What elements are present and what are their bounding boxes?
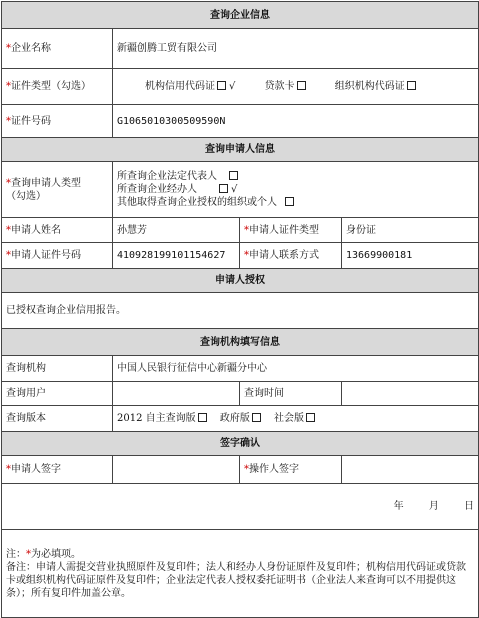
checkbox-icon[interactable]	[297, 81, 306, 90]
signature-date	[2, 484, 479, 530]
date-month: 月	[428, 501, 439, 512]
version-option-self[interactable]: 2012 自主查询版	[117, 413, 207, 424]
cert-type-options	[113, 69, 479, 105]
applicant-id-number-value[interactable]: 410928199101154627	[113, 243, 240, 269]
cert-number-value[interactable]: G1065010300509590N	[113, 105, 479, 138]
cert-option-org-code[interactable]: 组织机构代码证	[335, 81, 416, 92]
cert-type-label: *证件类型（勾选）	[2, 69, 113, 105]
date-day: 日	[464, 501, 474, 512]
query-user-label: 查询用户	[2, 382, 113, 406]
company-name-label: *企业名称	[2, 29, 113, 69]
cert-option-credit-code[interactable]: 机构信用代码证 √	[145, 81, 236, 92]
applicant-phone-value[interactable]: 13669900181	[342, 243, 479, 269]
query-org-value[interactable]: 中国人民银行征信中心新疆分中心	[113, 356, 479, 382]
date-year: 年	[393, 501, 404, 512]
applicant-name-value[interactable]: 孙慧芳	[113, 218, 240, 243]
credit-query-form	[1, 1, 479, 618]
section-authorization-header: 申请人授权	[2, 269, 479, 293]
applicant-signature-field[interactable]	[113, 456, 240, 484]
applicant-signature-label: *申请人签字	[2, 456, 113, 484]
section-applicant-header: 查询申请人信息	[2, 138, 479, 162]
query-version-label: 查询版本	[2, 406, 113, 432]
authorization-text: 已授权查询企业信用报告。	[2, 293, 479, 329]
applicant-id-number-label: *申请人证件号码	[2, 243, 113, 269]
cert-option-loan-card[interactable]: 贷款卡	[265, 81, 306, 92]
query-version-options	[113, 406, 479, 432]
applicant-option-agent[interactable]: 所查询企业经办人 √	[117, 184, 238, 195]
query-time-value[interactable]	[342, 382, 479, 406]
query-user-value[interactable]	[113, 382, 240, 406]
company-name-value[interactable]: 新疆创腾工贸有限公司	[113, 29, 479, 69]
section-company-header: 查询企业信息	[2, 2, 479, 29]
operator-signature-label: *操作人签字	[240, 456, 342, 484]
section-agency-header: 查询机构填写信息	[2, 329, 479, 356]
checkbox-icon[interactable]	[198, 413, 207, 422]
applicant-type-label: *查询申请人类型 （勾选）	[2, 162, 113, 218]
notes-required: 注：*为必填项。	[6, 548, 81, 560]
query-time-label: 查询时间	[240, 382, 342, 406]
applicant-phone-label: *申请人联系方式	[240, 243, 342, 269]
checkbox-icon[interactable]	[407, 81, 416, 90]
cert-number-label: *证件号码	[2, 105, 113, 138]
operator-signature-field[interactable]	[342, 456, 479, 484]
query-org-label: 查询机构	[2, 356, 113, 382]
checkmark-icon: √	[229, 81, 236, 92]
checkbox-icon[interactable]	[306, 413, 315, 422]
applicant-type-options	[113, 162, 479, 218]
version-option-government[interactable]: 政府版	[220, 413, 261, 424]
checkbox-icon[interactable]	[229, 171, 238, 180]
section-signature-header: 签字确认	[2, 432, 479, 456]
notes-remarks: 备注：申请人需提交营业执照原件及复印件；法人和经办人身份证原件及复印件；机构信用代码证或贷款卡或组织机构代码证原件及复印件；企业法定代表人授权委托证明书（企业法人来查询可以不用提供这条）；所有复印件加盖公章。	[6, 561, 466, 599]
notes	[2, 530, 479, 618]
checkmark-icon: √	[231, 184, 238, 195]
checkbox-icon[interactable]	[219, 184, 228, 193]
checkbox-icon[interactable]	[285, 197, 294, 206]
applicant-id-type-label: *申请人证件类型	[240, 218, 342, 243]
checkbox-icon[interactable]	[217, 81, 226, 90]
version-option-social[interactable]: 社会版	[274, 413, 315, 424]
checkbox-icon[interactable]	[252, 413, 261, 422]
applicant-option-other[interactable]: 其他取得查询企业授权的组织或个人	[117, 196, 474, 209]
applicant-id-type-value[interactable]: 身份证	[342, 218, 479, 243]
applicant-option-legal-rep[interactable]: 所查询企业法定代表人	[117, 170, 474, 183]
applicant-name-label: *申请人姓名	[2, 218, 113, 243]
